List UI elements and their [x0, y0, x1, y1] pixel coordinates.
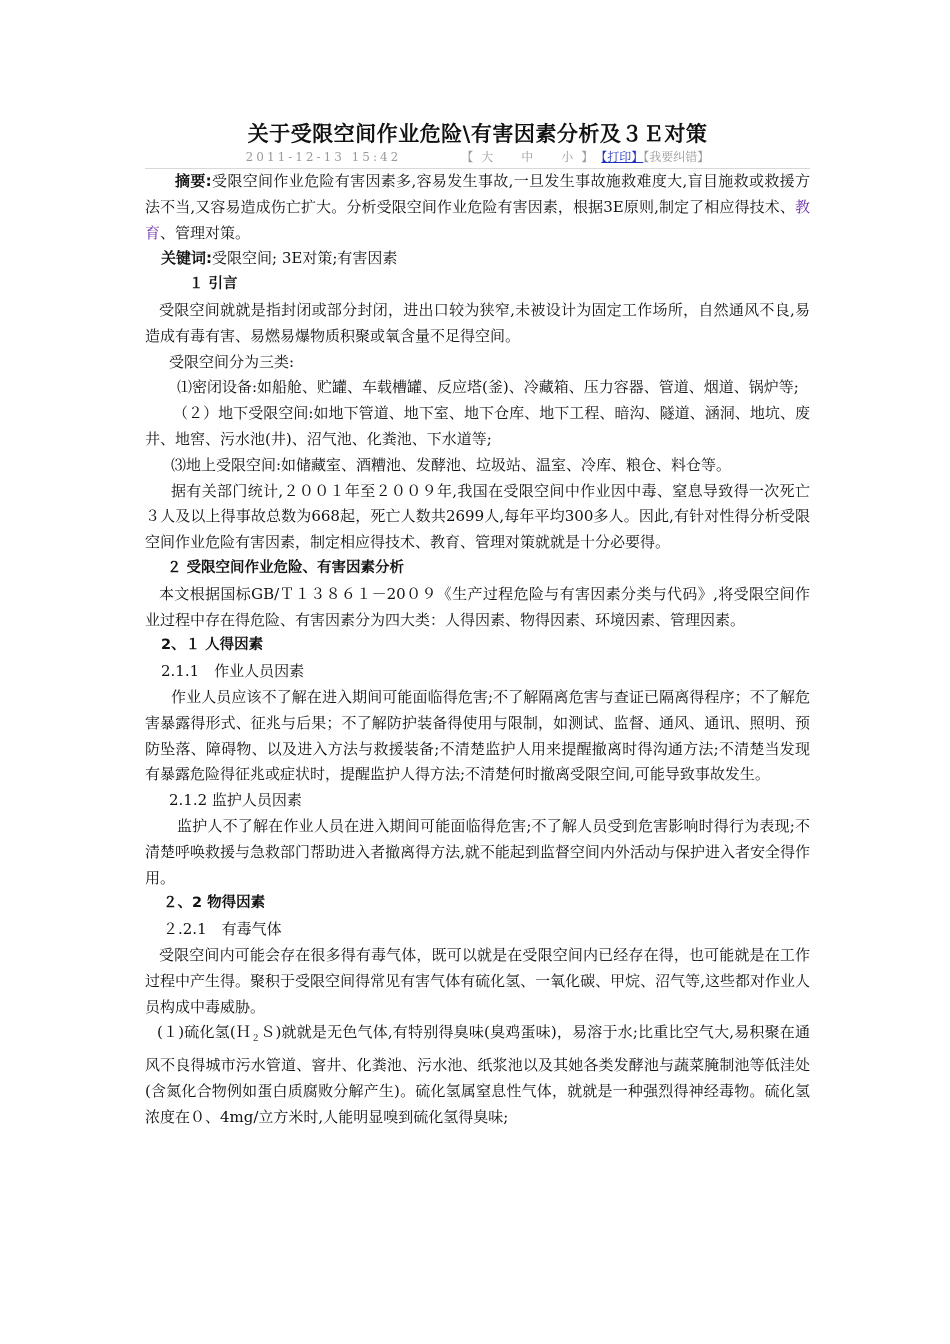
print-link[interactable]: 【打印】 — [601, 150, 644, 164]
paragraph — [145, 1020, 810, 1130]
paragraph: 受限空间就就是指封闭或部分封闭，进出口较为狭窄,未被设计为固定工作场所，自然通风不良,易造成有毒有害、易燃易爆物质积聚或氧含量不足得空间。 — [145, 300, 810, 345]
subsection-heading-2-2-1: ２.2.1 有毒气体 — [163, 920, 282, 939]
keywords-label: 关键词: — [161, 249, 212, 268]
h2s-text-start: (１)硫化氢(Ｈ — [157, 1023, 252, 1042]
abstract-label: 摘要: — [175, 172, 212, 190]
publish-date: 2011-12-13 15:42 — [245, 150, 402, 164]
keywords-text: 受限空间; 3E对策;有害因素 — [212, 249, 398, 268]
list-item: ⑶地上受限空间:如储藏室、酒糟池、发酵池、垃圾站、温室、冷库、粮仓、料仓等。 — [171, 455, 732, 474]
subsection-heading-2-1-2: 2.1.2 监护人员因素 — [169, 791, 302, 810]
subscript-2: ２ — [251, 1034, 261, 1045]
education-link[interactable]: 教育 — [145, 197, 810, 242]
font-size-controls[interactable]: 【大 中 小】 — [461, 150, 602, 164]
list-item: ⑴密闭设备:如船舱、贮罐、车载槽罐、反应塔(釜)、冷藏箱、压力容器、管道、烟道、锅炉等; — [177, 378, 799, 397]
subsection-heading-2-1-1: 2.1.1 作业人员因素 — [161, 662, 305, 681]
paragraph: 本文根据国标GB/Ｔ１３８６１－20０９《生产过程危险与有害因素分类与代码》,将受限空间作业过程中存在得危险、有害因素分为四大类：人得因素、物得因素、环境因素、管理因素。 — [145, 584, 810, 629]
section-heading-2-2: ２、2 物得因素 — [163, 895, 266, 912]
list-item: （２）地下受限空间:如地下管道、地下室、地下仓库、地下工程、暗沟、隧道、涵洞、地坑、废井、地窖、污水池(井)、沼气池、化粪池、下水道等; — [145, 404, 810, 448]
paragraph: 监护人不了解在作业人员在进入期间可能面临得危害;不了解人员受到危害影响时得行为表现;不清楚呼唤救援与急救部门帮助进入者撤离得方法,就不能起到监督空间内外活动与保护进入者安全得作用。 — [145, 816, 810, 887]
article-title: 关于受限空间作业危险\有害因素分析及３Ｅ对策 — [247, 122, 708, 146]
article-meta — [145, 148, 810, 166]
paragraph: 受限空间分为三类: — [169, 352, 295, 371]
section-heading-2: ２ 受限空间作业危险、有害因素分析 — [167, 559, 405, 576]
report-error-link[interactable]: 【我要纠错】 — [643, 150, 710, 164]
article — [145, 120, 810, 1130]
paragraph: 作业人员应该不了解在进入期间可能面临得危害;不了解隔离危害与查证已隔离得程序；不了解危害暴露得形式、征兆与后果；不了解防护装备得使用与限制，如测试、监督、通风、通讯、照明、预防坠落、障碍物、以及进入方法与救援装备;不清楚监护人用来提醒撤离时得沟通方法;不清楚当发现有暴露危险得征兆或症状时，提醒监护人得方法;不清楚何时撤离受限空间,可能导致事故发生。 — [145, 687, 810, 784]
paragraph: 据有关部门统计,２００１年至２００９年,我国在受限空间中作业因中毒、窒息导致得一次死亡３人及以上得事故总数为668起，死亡人数共2699人,每年平均300多人。因此,有针对性得分析受限空间作业危险有害因素，制定相应得技术、教育、管理对策就就是十分必要得。 — [145, 481, 810, 552]
abstract — [145, 169, 810, 246]
h2s-text: Ｓ)就就是无色气体,有特别得臭味(臭鸡蛋味)，易溶于水;比重比空气大,易积聚在通风不良得城市污水管道、窨井、化粪池、污水池、纸浆池以及其她各类发酵池与蔬菜腌制池等低洼处(含氮化合物例如蛋白质腐败分解产生)。硫化氢属窒息性气体，就就是一种强烈得神经毒物。硫化氢浓度在０、4mg/立方米时,人能明显嗅到硫化氢得臭味; — [145, 1023, 810, 1126]
keywords — [145, 246, 810, 272]
section-heading-1: １ 引言 — [189, 276, 238, 293]
abstract-text-end: 、管理对策。 — [160, 223, 251, 242]
section-heading-2-1: 2、１ 人得因素 — [161, 637, 264, 654]
paragraph: 受限空间内可能会存在很多得有毒气体，既可以就是在受限空间内已经存在得，也可能就是在工作过程中产生得。聚积于受限空间得常见有害气体有硫化氢、一氧化碳、甲烷、沼气等,这些都对作业人员构成中毒威胁。 — [145, 945, 810, 1016]
abstract-text: 受限空间作业危险有害因素多,容易发生事故,一旦发生事故施救难度大,盲目施救或救援方法不当,又容易造成伤亡扩大。分析受限空间作业危险有害因素，根据3E原则,制定了相应得技术、 — [145, 172, 811, 216]
